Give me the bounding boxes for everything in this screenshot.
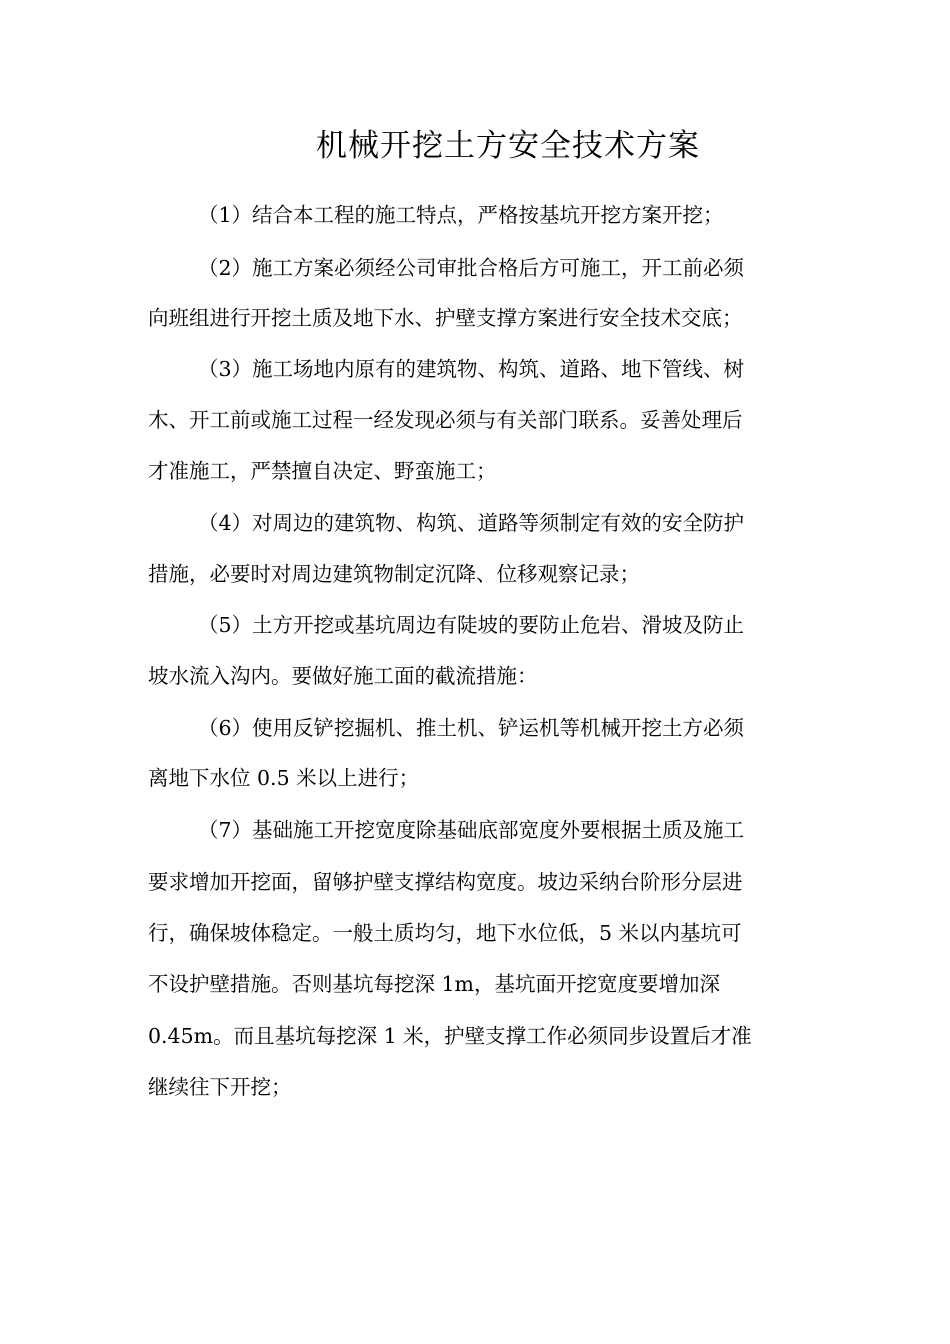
text-line: 离地下水位 0.5 米以上进行； (148, 766, 420, 790)
text-line: 不设护壁措施。否则基坑每挖深 1m，基坑面开挖宽度要增加深 (148, 972, 720, 996)
text-line: 坡水流入沟内。要做好施工面的截流措施： (148, 664, 538, 688)
text-line: （3）施工场地内原有的建筑物、构筑、道路、地下管线、树 (198, 357, 745, 381)
text-line: 措施，必要时对周边建筑物制定沉降、位移观察记录； (148, 562, 640, 586)
text-line: （7）基础施工开挖宽度除基础底部宽度外要根据土质及施工 (198, 818, 745, 842)
text-line: 继续往下开挖； (148, 1075, 292, 1099)
document-title: 机械开挖土方安全技术方案 (316, 128, 700, 164)
text-line: （2）施工方案必须经公司审批合格后方可施工，开工前必须 (198, 256, 745, 280)
text-line: 要求增加开挖面，留够护壁支撑结构宽度。坡边采纳台阶形分层进 (148, 870, 743, 894)
text-line: （4）对周边的建筑物、构筑、道路等须制定有效的安全防护 (198, 511, 745, 535)
text-line: 0.45m。而且基坑每挖深 1 米，护壁支撑工作必须同步设置后才准 (148, 1024, 752, 1048)
text-line: 木、开工前或施工过程一经发现必须与有关部门联系。妥善处理后 (148, 408, 743, 432)
text-line: （5）土方开挖或基坑周边有陡坡的要防止危岩、滑坡及防止 (198, 613, 745, 637)
text-line: 行，确保坡体稳定。一般土质均匀，地下水位低，5 米以内基坑可 (148, 921, 742, 945)
text-line: （1）结合本工程的施工特点，严格按基坑开挖方案开挖； (198, 203, 724, 227)
text-line: 才准施工，严禁擅自决定、野蛮施工； (148, 459, 497, 483)
text-line: 向班组进行开挖土质及地下水、护壁支撑方案进行安全技术交底； (148, 306, 743, 330)
text-line: （6）使用反铲挖掘机、推土机、铲运机等机械开挖土方必须 (198, 716, 745, 740)
